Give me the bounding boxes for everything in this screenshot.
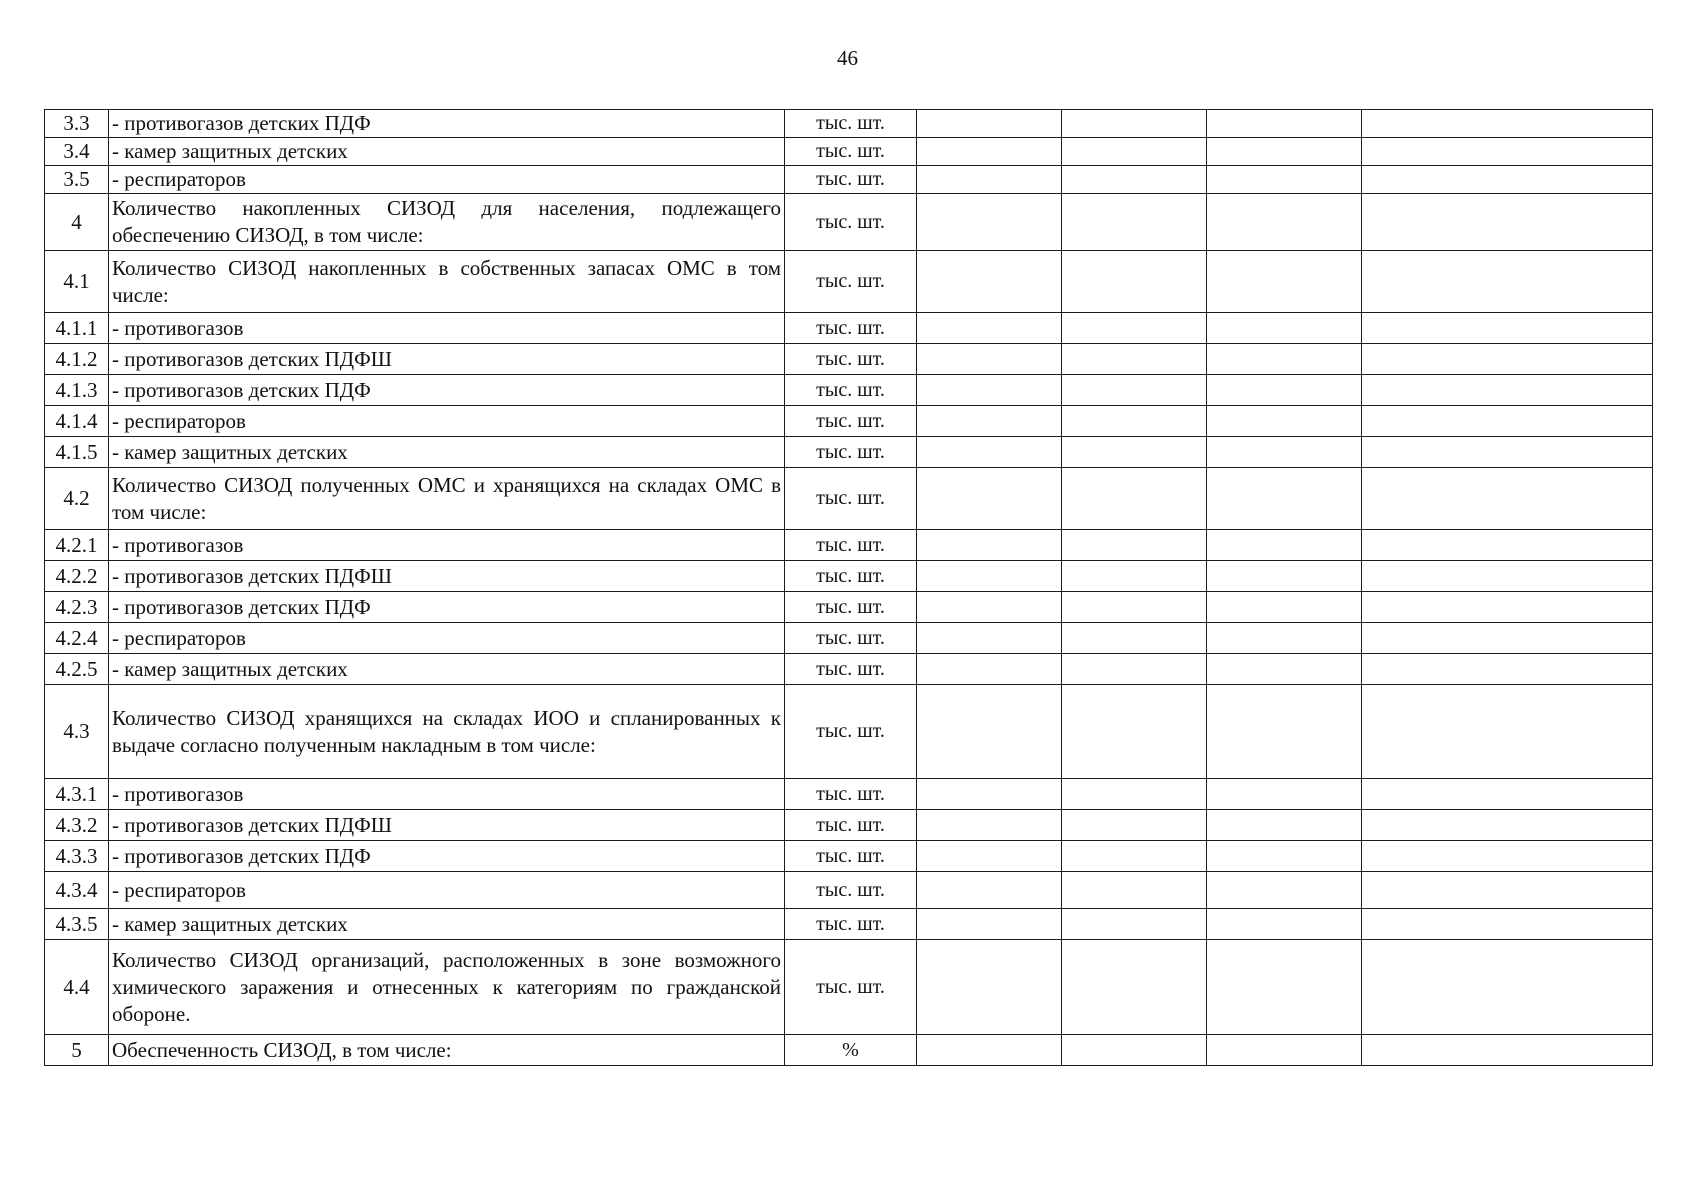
row-number: 4.1.5 (45, 437, 109, 468)
row-unit: тыс. шт. (785, 592, 917, 623)
table-row (45, 654, 1653, 685)
row-description: Количество СИЗОД хранящихся на складах ИОО и спланированных к выдаче согласно полученным накладным в том числе: (109, 685, 785, 779)
value-cell[interactable] (1207, 940, 1362, 1035)
value-cell[interactable] (1362, 1035, 1653, 1066)
table-row (45, 685, 1653, 779)
value-cell[interactable] (1362, 344, 1653, 375)
row-number: 4.2 (45, 468, 109, 530)
row-number: 3.4 (45, 138, 109, 166)
row-unit: тыс. шт. (785, 406, 917, 437)
row-description: - респираторов (109, 166, 785, 194)
table-row (45, 623, 1653, 654)
row-unit: тыс. шт. (785, 251, 917, 313)
row-unit: тыс. шт. (785, 313, 917, 344)
value-cell[interactable] (1207, 561, 1362, 592)
table-row (45, 110, 1653, 138)
value-cell[interactable] (1062, 592, 1207, 623)
row-description: - респираторов (109, 872, 785, 909)
value-cell[interactable] (917, 468, 1062, 530)
row-unit: тыс. шт. (785, 194, 917, 251)
row-number: 4.3.2 (45, 810, 109, 841)
value-cell[interactable] (1207, 406, 1362, 437)
value-cell[interactable] (1207, 623, 1362, 654)
value-cell[interactable] (1207, 872, 1362, 909)
row-description: - противогазов (109, 313, 785, 344)
row-unit: тыс. шт. (785, 437, 917, 468)
value-cell[interactable] (1362, 841, 1653, 872)
table-row (45, 592, 1653, 623)
row-number: 4.1.4 (45, 406, 109, 437)
value-cell[interactable] (1062, 872, 1207, 909)
row-number: 4.4 (45, 940, 109, 1035)
value-cell[interactable] (917, 841, 1062, 872)
table-row (45, 375, 1653, 406)
table-row (45, 166, 1653, 194)
value-cell[interactable] (917, 654, 1062, 685)
value-cell[interactable] (1362, 623, 1653, 654)
value-cell[interactable] (1362, 166, 1653, 194)
row-description: - респираторов (109, 623, 785, 654)
value-cell[interactable] (1062, 110, 1207, 138)
value-cell[interactable] (1062, 940, 1207, 1035)
value-cell[interactable] (1062, 1035, 1207, 1066)
value-cell[interactable] (1362, 468, 1653, 530)
value-cell[interactable] (1362, 313, 1653, 344)
value-cell[interactable] (1207, 779, 1362, 810)
table-row (45, 530, 1653, 561)
row-number: 4.2.4 (45, 623, 109, 654)
value-cell[interactable] (1362, 654, 1653, 685)
row-description: - респираторов (109, 406, 785, 437)
row-number: 4.3.1 (45, 779, 109, 810)
row-number: 4.1 (45, 251, 109, 313)
row-description: - камер защитных детских (109, 138, 785, 166)
row-unit: тыс. шт. (785, 841, 917, 872)
row-unit: тыс. шт. (785, 909, 917, 940)
row-unit: тыс. шт. (785, 110, 917, 138)
row-description: - камер защитных детских (109, 437, 785, 468)
table-row (45, 940, 1653, 1035)
row-number: 4.3 (45, 685, 109, 779)
value-cell[interactable] (1362, 251, 1653, 313)
value-cell[interactable] (917, 909, 1062, 940)
value-cell[interactable] (1062, 437, 1207, 468)
row-unit: тыс. шт. (785, 561, 917, 592)
value-cell[interactable] (1362, 872, 1653, 909)
value-cell[interactable] (1362, 406, 1653, 437)
row-unit: тыс. шт. (785, 810, 917, 841)
table-row (45, 779, 1653, 810)
row-unit: тыс. шт. (785, 375, 917, 406)
row-description: - камер защитных детских (109, 654, 785, 685)
row-unit: тыс. шт. (785, 940, 917, 1035)
row-number: 4 (45, 194, 109, 251)
value-cell[interactable] (1362, 592, 1653, 623)
value-cell[interactable] (917, 561, 1062, 592)
row-number: 4.1.3 (45, 375, 109, 406)
value-cell[interactable] (1207, 810, 1362, 841)
row-description: - противогазов детских ПДФШ (109, 344, 785, 375)
value-cell[interactable] (1062, 810, 1207, 841)
form-table (44, 109, 1653, 1066)
value-cell[interactable] (1207, 251, 1362, 313)
value-cell[interactable] (917, 194, 1062, 251)
value-cell[interactable] (1207, 685, 1362, 779)
row-number: 4.2.5 (45, 654, 109, 685)
value-cell[interactable] (917, 1035, 1062, 1066)
value-cell[interactable] (917, 530, 1062, 561)
row-description: - противогазов детских ПДФШ (109, 561, 785, 592)
value-cell[interactable] (917, 437, 1062, 468)
row-description: Обеспеченность СИЗОД, в том числе: (109, 1035, 785, 1066)
row-number: 4.3.4 (45, 872, 109, 909)
row-description: - противогазов детских ПДФШ (109, 810, 785, 841)
row-unit: тыс. шт. (785, 685, 917, 779)
value-cell[interactable] (1207, 110, 1362, 138)
row-description: - противогазов детских ПДФ (109, 110, 785, 138)
value-cell[interactable] (1062, 138, 1207, 166)
value-cell[interactable] (917, 313, 1062, 344)
value-cell[interactable] (1207, 437, 1362, 468)
value-cell[interactable] (1362, 940, 1653, 1035)
value-cell[interactable] (1207, 375, 1362, 406)
value-cell[interactable] (1062, 468, 1207, 530)
value-cell[interactable] (1062, 654, 1207, 685)
value-cell[interactable] (1062, 530, 1207, 561)
value-cell[interactable] (1062, 194, 1207, 251)
value-cell[interactable] (1362, 530, 1653, 561)
value-cell[interactable] (1207, 313, 1362, 344)
row-description: - камер защитных детских (109, 909, 785, 940)
value-cell[interactable] (1362, 779, 1653, 810)
table-row (45, 1035, 1653, 1066)
row-description: - противогазов детских ПДФ (109, 841, 785, 872)
value-cell[interactable] (917, 251, 1062, 313)
value-cell[interactable] (917, 406, 1062, 437)
page-number: 46 (837, 46, 858, 70)
row-description: Количество СИЗОД полученных ОМС и хранящихся на складах ОМС в том числе: (109, 468, 785, 530)
table-row (45, 194, 1653, 251)
value-cell[interactable] (1207, 530, 1362, 561)
value-cell[interactable] (1062, 313, 1207, 344)
value-cell[interactable] (917, 592, 1062, 623)
value-cell[interactable] (917, 779, 1062, 810)
value-cell[interactable] (1362, 138, 1653, 166)
row-unit: тыс. шт. (785, 872, 917, 909)
table-row (45, 561, 1653, 592)
value-cell[interactable] (917, 940, 1062, 1035)
value-cell[interactable] (1207, 654, 1362, 685)
value-cell[interactable] (1362, 194, 1653, 251)
row-unit: тыс. шт. (785, 654, 917, 685)
value-cell[interactable] (917, 110, 1062, 138)
value-cell[interactable] (1062, 685, 1207, 779)
row-description: - противогазов (109, 530, 785, 561)
value-cell[interactable] (1062, 344, 1207, 375)
row-unit: % (785, 1035, 917, 1066)
table-row (45, 841, 1653, 872)
value-cell[interactable] (917, 810, 1062, 841)
value-cell[interactable] (1207, 194, 1362, 251)
row-unit: тыс. шт. (785, 344, 917, 375)
value-cell[interactable] (917, 138, 1062, 166)
value-cell[interactable] (1362, 909, 1653, 940)
value-cell[interactable] (1062, 623, 1207, 654)
table-row (45, 138, 1653, 166)
value-cell[interactable] (1062, 166, 1207, 194)
row-number: 3.3 (45, 110, 109, 138)
row-number: 4.2.1 (45, 530, 109, 561)
value-cell[interactable] (1362, 685, 1653, 779)
value-cell[interactable] (1207, 344, 1362, 375)
value-cell[interactable] (1062, 909, 1207, 940)
value-cell[interactable] (1062, 561, 1207, 592)
value-cell[interactable] (1062, 406, 1207, 437)
value-cell[interactable] (917, 344, 1062, 375)
row-number: 4.3.3 (45, 841, 109, 872)
table-row (45, 872, 1653, 909)
row-number: 4.2.3 (45, 592, 109, 623)
value-cell[interactable] (1062, 779, 1207, 810)
value-cell[interactable] (1362, 810, 1653, 841)
value-cell[interactable] (1207, 138, 1362, 166)
value-cell[interactable] (1362, 561, 1653, 592)
row-description: - противогазов детских ПДФ (109, 592, 785, 623)
table-row (45, 810, 1653, 841)
value-cell[interactable] (1207, 592, 1362, 623)
row-number: 3.5 (45, 166, 109, 194)
value-cell[interactable] (1362, 437, 1653, 468)
value-cell[interactable] (1062, 251, 1207, 313)
value-cell[interactable] (1207, 1035, 1362, 1066)
table-row (45, 344, 1653, 375)
value-cell[interactable] (1207, 468, 1362, 530)
value-cell[interactable] (1362, 375, 1653, 406)
table-row (45, 251, 1653, 313)
row-unit: тыс. шт. (785, 138, 917, 166)
table-row (45, 406, 1653, 437)
row-number: 5 (45, 1035, 109, 1066)
value-cell[interactable] (1062, 375, 1207, 406)
row-unit: тыс. шт. (785, 468, 917, 530)
row-number: 4.3.5 (45, 909, 109, 940)
row-description: - противогазов детских ПДФ (109, 375, 785, 406)
row-description: Количество СИЗОД организаций, расположенных в зоне возможного химического заражения и отнесенных к категориям по гражданской обороне. (109, 940, 785, 1035)
row-description: Количество СИЗОД накопленных в собственных запасах ОМС в том числе: (109, 251, 785, 313)
value-cell[interactable] (1062, 841, 1207, 872)
value-cell[interactable] (917, 375, 1062, 406)
row-description: Количество накопленных СИЗОД для населения, подлежащего обеспечению СИЗОД, в том числе: (109, 194, 785, 251)
value-cell[interactable] (917, 685, 1062, 779)
value-cell[interactable] (1362, 110, 1653, 138)
value-cell[interactable] (1207, 166, 1362, 194)
table-row (45, 313, 1653, 344)
value-cell[interactable] (917, 166, 1062, 194)
row-number: 4.1.1 (45, 313, 109, 344)
row-number: 4.1.2 (45, 344, 109, 375)
value-cell[interactable] (1207, 909, 1362, 940)
value-cell[interactable] (917, 872, 1062, 909)
value-cell[interactable] (1207, 841, 1362, 872)
table-row (45, 909, 1653, 940)
row-unit: тыс. шт. (785, 166, 917, 194)
row-unit: тыс. шт. (785, 779, 917, 810)
row-unit: тыс. шт. (785, 623, 917, 654)
table-row (45, 468, 1653, 530)
row-description: - противогазов (109, 779, 785, 810)
value-cell[interactable] (917, 623, 1062, 654)
row-number: 4.2.2 (45, 561, 109, 592)
table-row (45, 437, 1653, 468)
row-unit: тыс. шт. (785, 530, 917, 561)
